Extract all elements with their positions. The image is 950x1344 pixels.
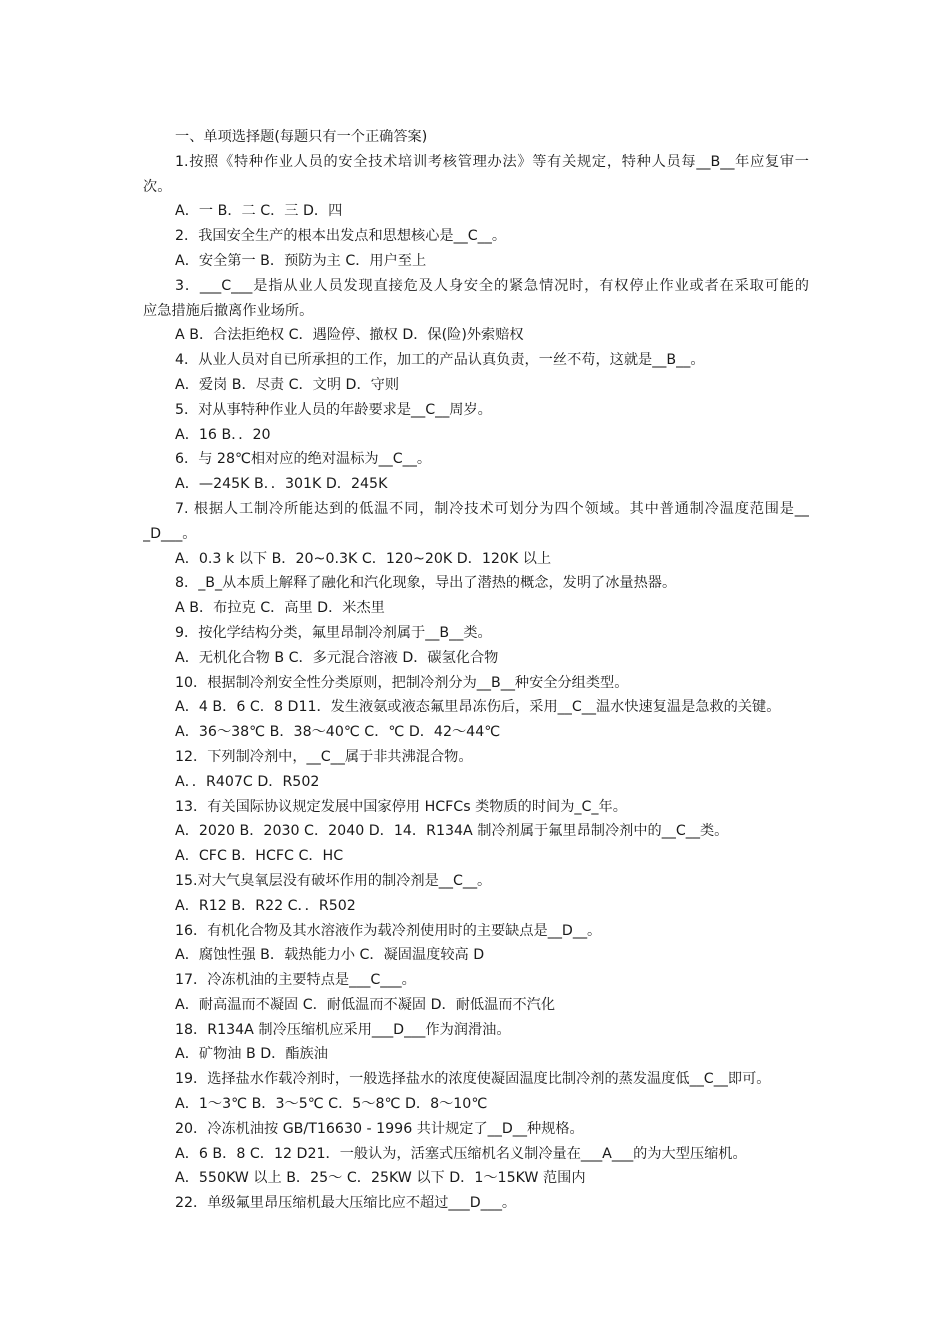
text-line: A．16 B．．20 xyxy=(175,426,271,443)
text-line: 20．冷冻机油按 GB/T16630 - 1996 共计规定了__D__种规格。 xyxy=(175,1120,584,1137)
text-line: 9．按化学结构分类，氟里昂制冷剂属于__B__类。 xyxy=(175,624,492,641)
text-line: A．安全第一 B．预防为主 C．用户至上 xyxy=(175,252,427,269)
text-line: 19．选择盐水作载冷剂时，一般选择盐水的浓度使凝固温度比制冷剂的蒸发温度低__C__即可。 xyxy=(175,1071,771,1088)
text-line: 1.按照《特种作业人员的安全技术培训考核管理办法》等有关规定，特种人员每__B__年应复审一 xyxy=(175,153,809,170)
text-line: 3．___C___是指从业人员发现直接危及人身安全的紧急情况时，有权停止作业或者在采取可能的 xyxy=(175,277,809,294)
text-line: A．一 B．二 C．三 D．四 xyxy=(175,203,343,220)
text-line: A．CFC B．HCFC C．HC xyxy=(175,848,344,865)
text-line: A．2020 B．2030 C．2040 D．14．R134A 制冷剂属于氟里昂制冷剂中的__C__类。 xyxy=(175,823,729,840)
text-line: 次。 xyxy=(143,178,172,195)
text-line: A．矿物油 B D．酯族油 xyxy=(175,1046,328,1063)
text-line: A．6 B．8 C．12 D21．一般认为，活塞式压缩机名义制冷量在___A___的为大型压缩机。 xyxy=(175,1145,747,1162)
text-line: 应急措施后撤离作业场所。 xyxy=(143,302,314,319)
text-line: 8．_B_从本质上解释了融化和汽化现象，导出了潜热的概念，发明了冰量热器。 xyxy=(175,575,677,592)
text-line: A．R12 B．R22 C．．R502 xyxy=(175,897,356,914)
text-line: 16．有机化合物及其水溶液作为载冷剂使用时的主要缺点是__D__。 xyxy=(175,922,602,939)
text-line: A．4 B．6 C．8 D11．发生液氨或液态氟里昂冻伤后，采用__C__温水快速复温是急救的关键。 xyxy=(175,699,781,716)
text-line: A．爱岗 B．尽责 C．文明 D．守则 xyxy=(175,376,400,393)
text-line: 22．单级氟里昂压缩机最大压缩比应不超过___D___。 xyxy=(175,1195,517,1212)
text-line: A．550KW 以上 B．25～ C．25KW 以下 D．1～15KW 范围内 xyxy=(175,1170,586,1187)
text-line: A．腐蚀性强 B．载热能力小 C．凝固温度较高 D xyxy=(175,947,485,964)
text-line: 6．与 28℃相对应的绝对温标为__C__。 xyxy=(175,451,432,468)
text-line: 7. 根据人工制冷所能达到的低温不同，制冷技术可划分为四个领域。其中普通制冷温度范围是__ xyxy=(175,500,809,517)
text-line: 4．从业人员对自已所承担的工作，加工的产品认真负责，一丝不苟，这就是__B__。 xyxy=(175,352,705,369)
text-line: A．耐高温而不凝固 C．耐低温而不凝固 D．耐低温而不汽化 xyxy=(175,996,556,1013)
text-line: 5．对从事特种作业人员的年龄要求是__C__周岁。 xyxy=(175,401,492,418)
text-line: A B．布拉克 C．高里 D．米杰里 xyxy=(175,600,385,617)
text-line: A．36～38℃ B．38～40℃ C．℃ D．42～44℃ xyxy=(175,724,501,741)
text-line: 18．R134A 制冷压缩机应采用___D___作为润滑油。 xyxy=(175,1021,511,1038)
document-body xyxy=(143,125,809,1216)
text-line: 2．我国安全生产的根本出发点和思想核心是__C__。 xyxy=(175,228,507,245)
text-line: A B．合法拒绝权 C．遇险停、撤权 D．保(险)外索赔权 xyxy=(175,327,524,344)
text-line: 一、单项选择题(每题只有一个正确答案) xyxy=(175,129,428,145)
text-line: 17．冷冻机油的主要特点是___C___。 xyxy=(175,972,416,989)
text-line: 12．下列制冷剂中，__C__属于非共沸混合物。 xyxy=(175,748,473,765)
text-line: A．无机化合物 B C．多元混合溶液 D．碳氢化合物 xyxy=(175,649,499,666)
text-line: 15.对大气臭氧层没有破坏作用的制冷剂是__C__。 xyxy=(175,872,492,889)
text-line: 10．根据制冷剂安全性分类原则，把制冷剂分为__B__种安全分组类型。 xyxy=(175,674,629,691)
text-line: A．—245K B．．301K D．245K xyxy=(175,476,388,493)
text-line: 13．有关国际协议规定发展中国家停用 HCFCs 类物质的时间为_C_年。 xyxy=(175,798,627,815)
text-line: A．．R407C D．R502 xyxy=(175,773,320,790)
text-line: A．1～3℃ B．3～5℃ C．5～8℃ D．8～10℃ xyxy=(175,1096,488,1113)
text-line: A．0.3 k 以下 B．20~0.3K C．120~20K D．120K 以上 xyxy=(175,550,552,567)
text-line: _D___。 xyxy=(143,525,197,542)
